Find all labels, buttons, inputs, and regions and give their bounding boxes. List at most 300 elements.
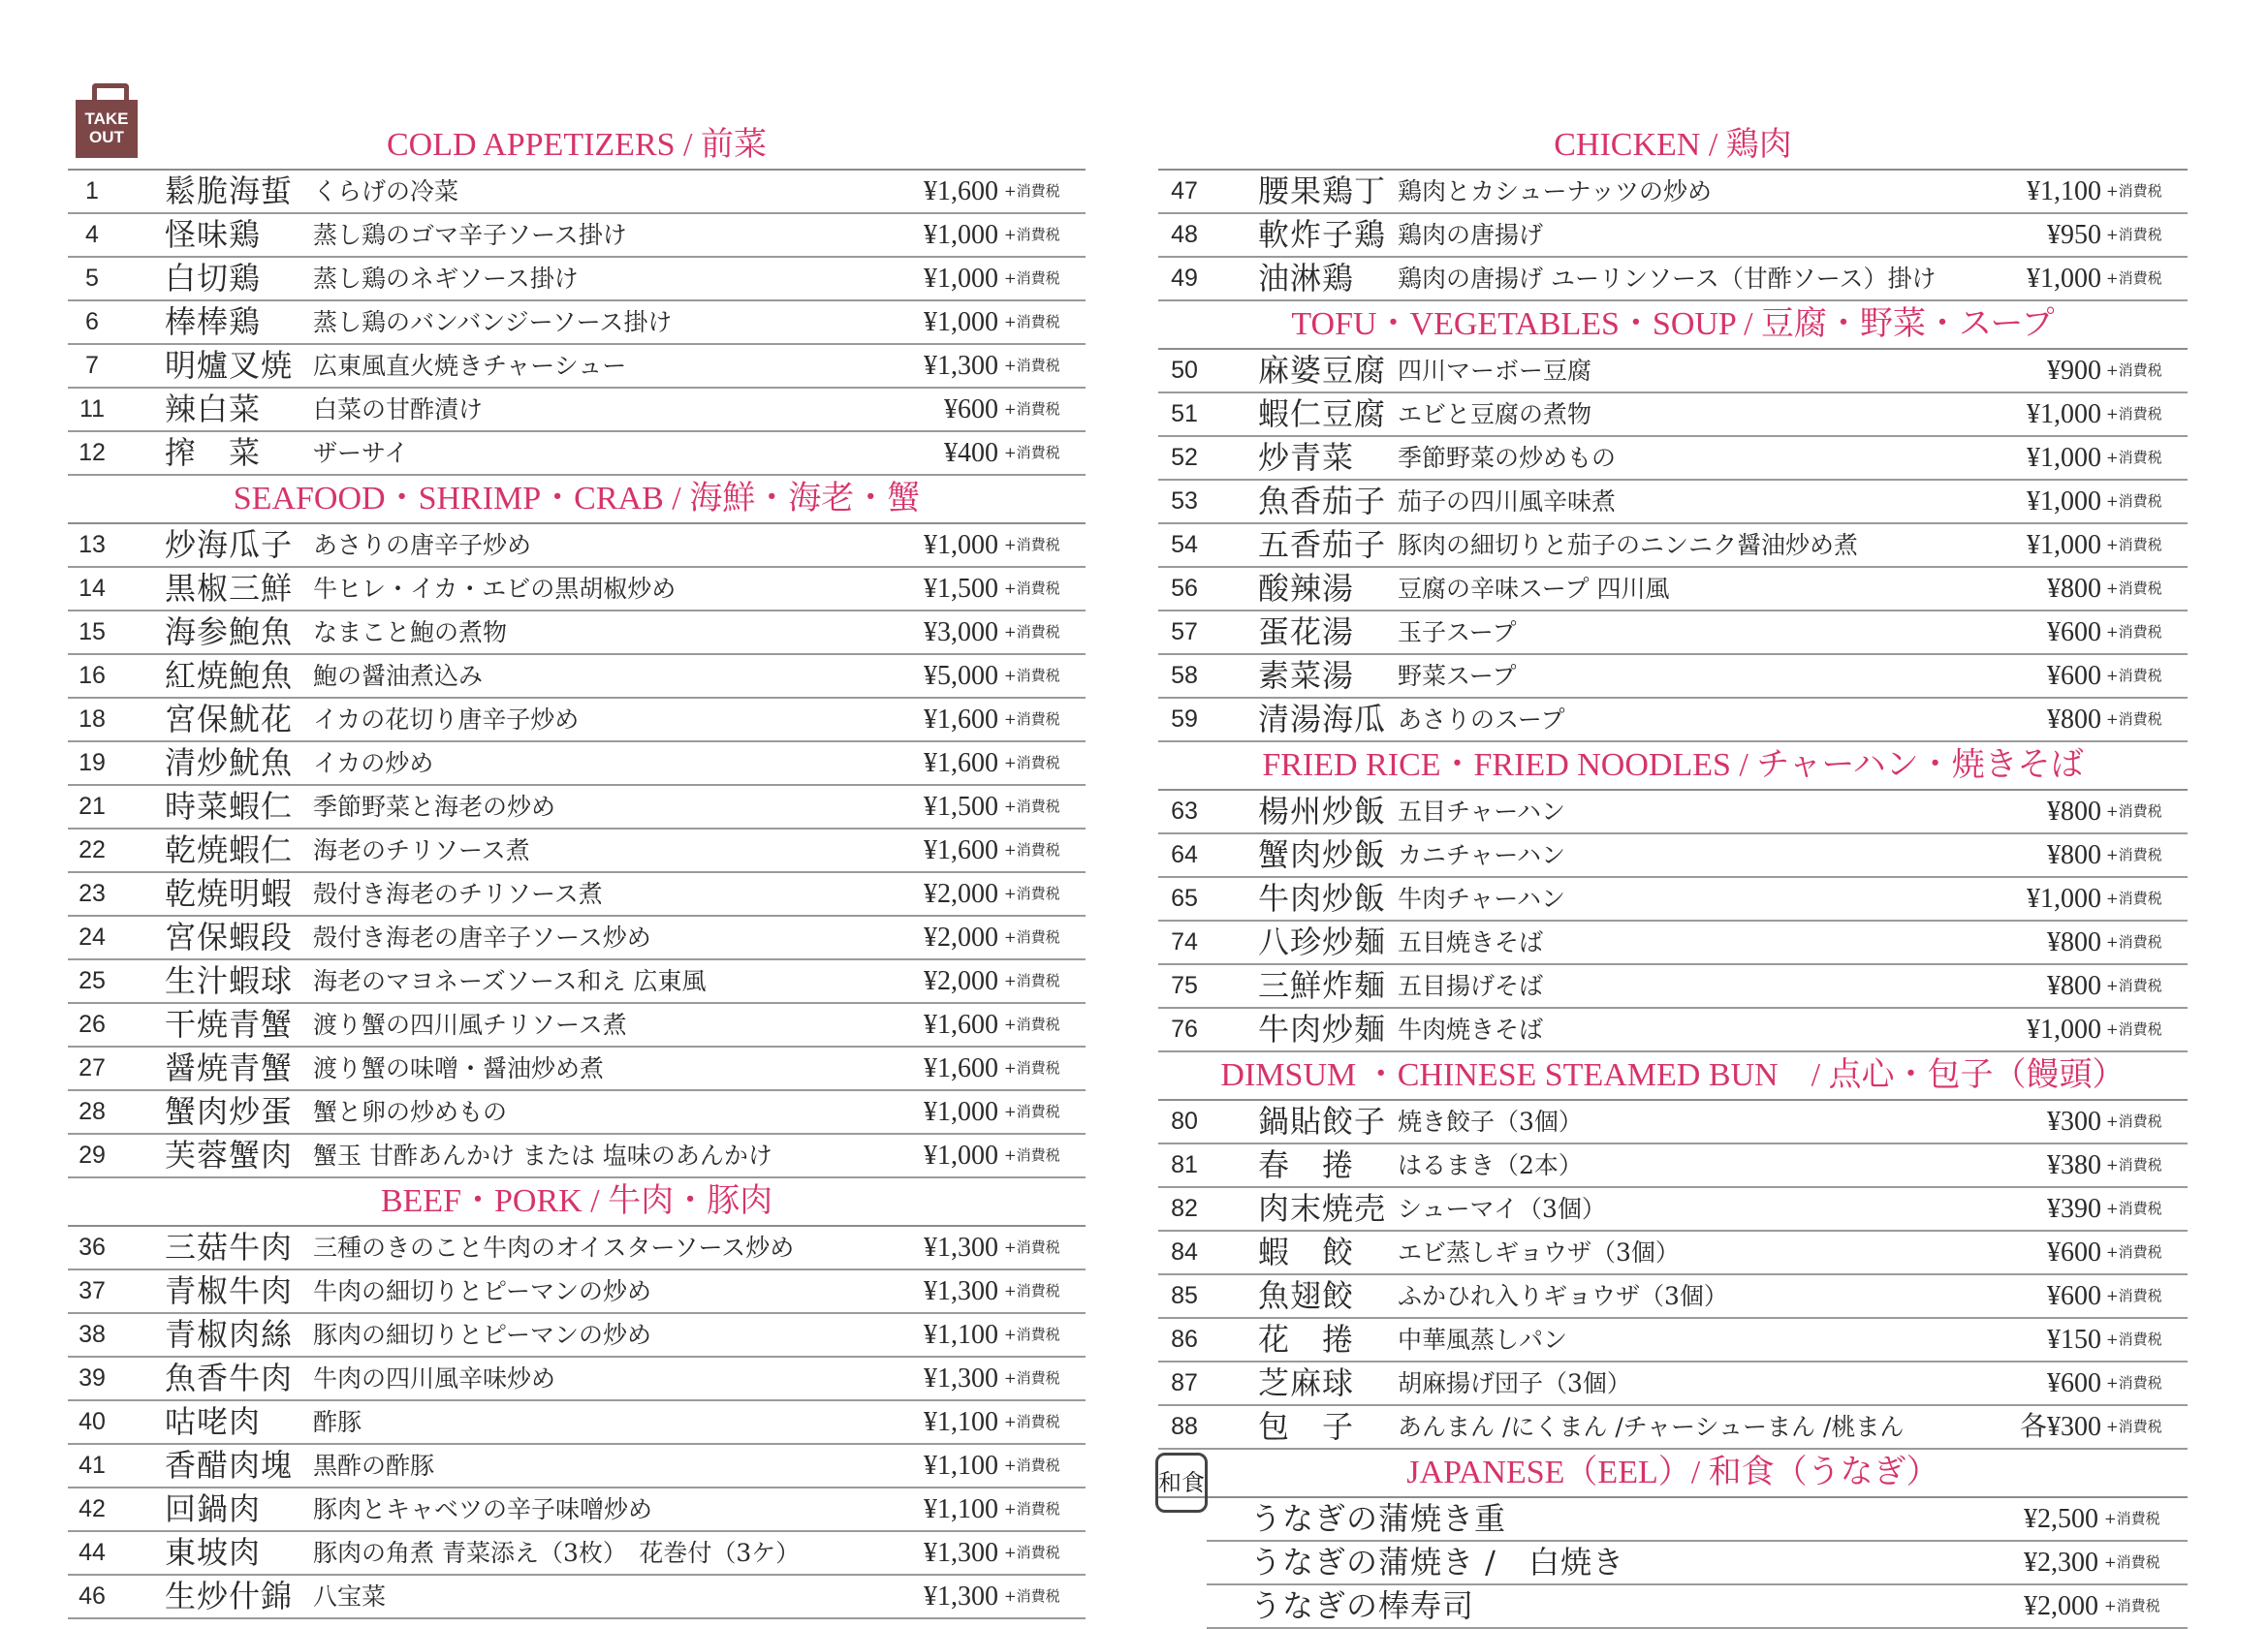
item-description: 季節野菜と海老の炒め xyxy=(313,793,556,821)
item-price: ¥2,000 xyxy=(2024,1591,2098,1621)
item-name: 香醋肉塊 xyxy=(165,1447,294,1484)
item-number: 50 xyxy=(1171,357,1198,384)
section-title: FRIED RICE・FRIED NOODLES / チャーハン・焼きそば xyxy=(1158,742,2188,791)
tax-note: +消費税 xyxy=(2106,1020,2162,1038)
section-title: BEEF・PORK / 牛肉・豚肉 xyxy=(68,1178,1086,1227)
item-number: 12 xyxy=(79,439,106,466)
tax-note: +消費税 xyxy=(1004,623,1060,641)
item-description: 牛ヒレ・イカ・エビの黒胡椒炒め xyxy=(313,575,677,603)
menu-item xyxy=(68,699,1086,742)
tax-note: +消費税 xyxy=(1004,1587,1060,1605)
item-name: 楊州炒飯 xyxy=(1258,793,1387,830)
item-description: 野菜スープ xyxy=(1398,662,1517,690)
item-number: 52 xyxy=(1171,444,1198,471)
item-description: 牛肉焼きそば xyxy=(1398,1016,1544,1044)
item-number: 38 xyxy=(79,1321,106,1348)
item-price: ¥1,300 xyxy=(924,1233,998,1263)
tax-note: +消費税 xyxy=(1004,1103,1060,1120)
item-price: ¥600 xyxy=(2047,661,2101,691)
menu-item xyxy=(68,568,1086,611)
section-title: JAPANESE（EEL）/ 和食（うなぎ） xyxy=(1158,1450,2188,1498)
tax-note: +消費税 xyxy=(2106,449,2162,466)
menu-item xyxy=(68,1532,1086,1576)
menu-item xyxy=(1158,655,2188,699)
item-name: 回鍋肉 xyxy=(165,1490,262,1527)
item-name: 蟹肉炒飯 xyxy=(1258,836,1387,873)
item-name: 蟹肉炒蛋 xyxy=(165,1093,294,1130)
tax-note: +消費税 xyxy=(2106,1156,2162,1174)
menu-item xyxy=(68,1135,1086,1178)
menu-item xyxy=(68,1004,1086,1048)
item-name: 鍋貼餃子 xyxy=(1258,1103,1387,1140)
tax-note: +消費税 xyxy=(2106,1331,2162,1348)
menu-item xyxy=(1158,791,2188,834)
tax-note: +消費税 xyxy=(1004,1326,1060,1343)
menu-item xyxy=(1158,965,2188,1009)
item-number: 14 xyxy=(79,575,106,602)
item-description: 蟹と卵の炒めもの xyxy=(313,1098,508,1126)
tax-note: +消費税 xyxy=(1004,1544,1060,1561)
item-number: 15 xyxy=(79,618,106,645)
item-description: 鮑の醤油煮込み xyxy=(313,662,484,690)
tax-note: +消費税 xyxy=(2104,1510,2160,1527)
tax-note: +消費税 xyxy=(2106,667,2162,684)
item-description: 茄子の四川風辛味煮 xyxy=(1398,487,1617,516)
menu-item xyxy=(1158,524,2188,568)
item-description: 白菜の甘酢漬け xyxy=(313,395,484,423)
item-number: 36 xyxy=(79,1234,106,1261)
item-name: 明爐叉焼 xyxy=(165,347,294,384)
tax-note: +消費税 xyxy=(1004,972,1060,989)
item-price: ¥600 xyxy=(2047,1368,2101,1398)
item-name: 蛋花湯 xyxy=(1258,613,1355,650)
item-name: 干焼青蟹 xyxy=(165,1006,294,1043)
item-number: 63 xyxy=(1171,798,1198,825)
item-name: 宮保蝦段 xyxy=(165,919,294,955)
item-description: 胡麻揚げ団子（3個） xyxy=(1398,1369,1631,1397)
tax-note: +消費税 xyxy=(1004,928,1060,946)
japanese-item-list xyxy=(1207,1498,2188,1629)
item-name: 清湯海瓜 xyxy=(1258,701,1387,737)
item-name: 乾焼蝦仁 xyxy=(165,831,294,868)
item-price: ¥1,000 xyxy=(2027,1015,2101,1045)
item-price: ¥800 xyxy=(2047,797,2101,827)
washoku-badge: 和食 xyxy=(1155,1453,1208,1513)
item-price: ¥1,000 xyxy=(924,1141,998,1171)
menu-item xyxy=(1158,1009,2188,1052)
tax-note: +消費税 xyxy=(1004,710,1060,728)
item-description: 蒸し鶏のバンバンジーソース掛け xyxy=(313,308,673,336)
menu-item xyxy=(1158,1188,2188,1232)
item-price: ¥600 xyxy=(2047,617,2101,647)
tax-note: +消費税 xyxy=(2106,846,2162,863)
menu-item xyxy=(68,1576,1086,1619)
item-description: 八宝菜 xyxy=(313,1582,387,1611)
item-description: 豆腐の辛味スープ 四川風 xyxy=(1398,575,1670,603)
item-description: 五目揚げそば xyxy=(1398,972,1544,1000)
item-name: 辣白菜 xyxy=(165,391,262,427)
item-name: 魚翅餃 xyxy=(1258,1277,1355,1314)
item-price: ¥1,300 xyxy=(924,1276,998,1306)
tax-note: +消費税 xyxy=(1004,754,1060,771)
tax-note: +消費税 xyxy=(1004,1016,1060,1033)
item-number: 51 xyxy=(1171,400,1198,427)
item-number: 29 xyxy=(79,1142,106,1169)
item-description: エビ蒸しギョウザ（3個） xyxy=(1398,1238,1680,1267)
menu-item xyxy=(1158,393,2188,437)
tax-note: +消費税 xyxy=(1004,313,1060,330)
item-name: 五香茄子 xyxy=(1258,526,1387,563)
tax-note: +消費税 xyxy=(2106,1112,2162,1130)
tax-note: +消費税 xyxy=(1004,1500,1060,1518)
item-description: イカの花切り唐辛子炒め xyxy=(313,705,580,734)
item-name: 腰果鶏丁 xyxy=(1258,172,1387,209)
item-number: 84 xyxy=(1171,1238,1198,1266)
item-description: 蟹玉 甘酢あんかけ または 塩味のあんかけ xyxy=(313,1142,772,1170)
menu-item xyxy=(68,873,1086,917)
menu-item xyxy=(68,1488,1086,1532)
takeout-line1: TAKE xyxy=(84,110,129,128)
item-name: 青椒牛肉 xyxy=(165,1272,294,1309)
tax-note: +消費税 xyxy=(2106,226,2162,243)
item-description: 広東風直火焼きチャーシュー xyxy=(313,352,627,380)
item-name: うなぎの蒲焼き重 xyxy=(1250,1500,1507,1537)
item-price: ¥1,600 xyxy=(924,1053,998,1083)
item-name: うなぎの棒寿司 xyxy=(1250,1587,1475,1624)
item-number: 7 xyxy=(85,352,99,379)
tax-note: +消費税 xyxy=(2106,1200,2162,1217)
menu-item xyxy=(68,611,1086,655)
tax-note: +消費税 xyxy=(2106,890,2162,907)
item-price: ¥1,300 xyxy=(924,1538,998,1568)
menu-item xyxy=(68,258,1086,301)
item-number: 42 xyxy=(79,1495,106,1522)
item-number: 24 xyxy=(79,924,106,951)
menu-item xyxy=(68,389,1086,432)
item-name: 乾焼明蝦 xyxy=(165,875,294,912)
tax-note: +消費税 xyxy=(1004,580,1060,597)
item-description: あさりの唐辛子炒め xyxy=(313,531,532,559)
item-name: 清炒魷魚 xyxy=(165,744,294,781)
tax-note: +消費税 xyxy=(1004,182,1060,200)
menu-item xyxy=(1158,1406,2188,1450)
menu-item xyxy=(68,917,1086,960)
tax-note: +消費税 xyxy=(1004,536,1060,553)
item-name: 搾 菜 xyxy=(165,434,262,471)
item-name: 時菜蝦仁 xyxy=(165,788,294,825)
tax-note: +消費税 xyxy=(1004,444,1060,461)
tax-note: +消費税 xyxy=(2106,623,2162,641)
item-description: 鶏肉の唐揚げ ユーリンソース（甘酢ソース）掛け xyxy=(1398,265,1937,293)
item-price: ¥1,000 xyxy=(2027,884,2101,914)
menu-item xyxy=(1207,1585,2188,1629)
tax-note: +消費税 xyxy=(2106,1287,2162,1304)
item-number: 27 xyxy=(79,1054,106,1081)
item-description: 殻付き海老のチリソース煮 xyxy=(313,880,603,908)
item-name: うなぎの蒲焼き / 白焼き xyxy=(1250,1544,1624,1581)
takeout-line2: OUT xyxy=(89,128,124,146)
tax-note: +消費税 xyxy=(2106,1374,2162,1392)
item-name: 魚香茄子 xyxy=(1258,483,1387,519)
item-number: 48 xyxy=(1171,221,1198,248)
menu-item xyxy=(1158,258,2188,301)
tax-note: +消費税 xyxy=(1004,1059,1060,1077)
item-number: 76 xyxy=(1171,1016,1198,1043)
tax-note: +消費税 xyxy=(1004,841,1060,859)
item-number: 39 xyxy=(79,1364,106,1392)
menu-item xyxy=(68,1314,1086,1358)
item-description: ザーサイ xyxy=(313,439,409,467)
item-description: 殻付き海老の唐辛子ソース炒め xyxy=(313,924,651,952)
item-price: ¥1,500 xyxy=(924,574,998,604)
item-description: 鶏肉とカシューナッツの炒め xyxy=(1398,177,1713,205)
item-description: くらげの冷菜 xyxy=(313,177,459,205)
item-name: 宮保魷花 xyxy=(165,701,294,737)
item-name: 蝦仁豆腐 xyxy=(1258,395,1387,432)
menu-item xyxy=(68,830,1086,873)
item-description: 鶏肉の唐揚げ xyxy=(1398,221,1544,249)
item-name: 包 子 xyxy=(1258,1408,1355,1445)
item-name: 紅焼鮑魚 xyxy=(165,657,294,694)
item-price: ¥1,000 xyxy=(2027,530,2101,560)
tax-note: +消費税 xyxy=(1004,226,1060,243)
tax-note: +消費税 xyxy=(1004,1282,1060,1300)
item-number: 87 xyxy=(1171,1369,1198,1396)
item-price: ¥2,000 xyxy=(924,966,998,996)
item-price: ¥390 xyxy=(2047,1194,2101,1224)
item-description: 豚肉の細切りとピーマンの炒め xyxy=(313,1321,652,1349)
item-name: 芝麻球 xyxy=(1258,1364,1355,1401)
tax-note: +消費税 xyxy=(1004,357,1060,374)
menu-item xyxy=(68,960,1086,1004)
item-description: 玉子スープ xyxy=(1398,618,1517,646)
item-number: 85 xyxy=(1171,1282,1198,1309)
item-description: 渡り蟹の四川風チリソース煮 xyxy=(313,1011,627,1039)
item-name: 麻婆豆腐 xyxy=(1258,352,1387,389)
tax-note: +消費税 xyxy=(1004,885,1060,902)
item-number: 46 xyxy=(79,1582,106,1610)
item-price: ¥800 xyxy=(2047,927,2101,957)
menu-item xyxy=(1158,171,2188,214)
item-number: 49 xyxy=(1171,265,1198,292)
item-number: 13 xyxy=(79,531,106,558)
item-number: 65 xyxy=(1171,885,1198,912)
item-description: 海老のマヨネーズソース和え 広東風 xyxy=(313,967,707,995)
item-price: ¥3,000 xyxy=(924,617,998,647)
tax-note: +消費税 xyxy=(2106,405,2162,423)
tax-note: +消費税 xyxy=(1004,1238,1060,1256)
item-price: ¥600 xyxy=(2047,1281,2101,1311)
item-number: 1 xyxy=(85,177,99,204)
item-number: 88 xyxy=(1171,1413,1198,1440)
item-price: ¥1,000 xyxy=(2027,443,2101,473)
item-description: 四川マーボー豆腐 xyxy=(1398,357,1592,385)
item-name: 油淋鶏 xyxy=(1258,260,1355,297)
item-price: ¥300 xyxy=(2047,1107,2101,1137)
item-number: 11 xyxy=(79,395,105,423)
item-price: ¥1,300 xyxy=(924,1582,998,1612)
item-number: 64 xyxy=(1171,841,1198,868)
item-price: ¥800 xyxy=(2047,971,2101,1001)
item-description: 三種のきのこと牛肉のオイスターソース炒め xyxy=(313,1234,795,1262)
item-price: ¥1,000 xyxy=(924,1097,998,1127)
item-name: 醤焼青蟹 xyxy=(165,1049,294,1086)
item-price: ¥600 xyxy=(944,394,998,424)
tax-note: +消費税 xyxy=(2106,802,2162,820)
item-description: はるまき（2本） xyxy=(1398,1151,1583,1179)
menu-item xyxy=(1207,1542,2188,1585)
menu-item xyxy=(68,786,1086,830)
item-price: ¥150 xyxy=(2047,1325,2101,1355)
item-description: なまこと鮑の煮物 xyxy=(313,618,508,646)
tax-note: +消費税 xyxy=(2106,1418,2162,1435)
item-price: ¥600 xyxy=(2047,1237,2101,1268)
menu-item xyxy=(68,1048,1086,1091)
item-price: ¥1,000 xyxy=(2027,486,2101,517)
menu-item xyxy=(68,432,1086,476)
tax-note: +消費税 xyxy=(2104,1597,2160,1614)
item-price: ¥1,000 xyxy=(924,264,998,294)
menu-item xyxy=(1158,437,2188,481)
item-price: ¥1,600 xyxy=(924,1010,998,1040)
tax-note: +消費税 xyxy=(2106,269,2162,287)
item-price: ¥1,600 xyxy=(924,835,998,865)
item-number: 6 xyxy=(85,308,99,335)
menu-item xyxy=(1158,878,2188,922)
item-price: ¥1,100 xyxy=(924,1451,998,1481)
item-name: 酸辣湯 xyxy=(1258,570,1355,607)
item-description: イカの炒め xyxy=(313,749,434,777)
tax-note: +消費税 xyxy=(1004,798,1060,815)
tax-note: +消費税 xyxy=(1004,1369,1060,1387)
item-price: ¥5,000 xyxy=(924,661,998,691)
item-price: ¥950 xyxy=(2047,220,2101,250)
tax-note: +消費税 xyxy=(1004,1413,1060,1430)
tax-note: +消費税 xyxy=(2106,710,2162,728)
menu-item xyxy=(1158,834,2188,878)
item-name: 魚香牛肉 xyxy=(165,1360,294,1396)
item-description: エビと豆腐の煮物 xyxy=(1398,400,1592,428)
item-number: 86 xyxy=(1171,1326,1198,1353)
item-number: 58 xyxy=(1171,662,1198,689)
item-description: あさりのスープ xyxy=(1398,705,1565,734)
menu-item xyxy=(68,742,1086,786)
item-price: ¥1,100 xyxy=(924,1320,998,1350)
item-number: 16 xyxy=(79,662,106,689)
menu-item xyxy=(68,1445,1086,1488)
menu-item xyxy=(68,171,1086,214)
menu-item xyxy=(68,1401,1086,1445)
item-number: 53 xyxy=(1171,487,1198,515)
item-description: 豚肉の角煮 青菜添え（3枚） 花巻付（3ケ） xyxy=(313,1539,801,1567)
item-number: 57 xyxy=(1171,618,1198,645)
menu-item xyxy=(1158,922,2188,965)
item-number: 59 xyxy=(1171,705,1198,733)
item-number: 82 xyxy=(1171,1195,1198,1222)
item-price: ¥2,000 xyxy=(924,879,998,909)
tax-note: +消費税 xyxy=(1004,1146,1060,1164)
item-price: ¥2,300 xyxy=(2024,1548,2098,1578)
menu-item xyxy=(68,301,1086,345)
menu-item xyxy=(1158,350,2188,393)
tax-note: +消費税 xyxy=(1004,667,1060,684)
item-number: 40 xyxy=(79,1408,106,1435)
menu-column-left xyxy=(68,122,1086,1619)
menu-item xyxy=(68,1091,1086,1135)
item-number: 41 xyxy=(79,1452,106,1479)
item-price: ¥1,000 xyxy=(924,307,998,337)
menu-item xyxy=(1207,1498,2188,1542)
item-description: あんまん /にくまん /チャーシューまん /桃まん xyxy=(1398,1413,1905,1441)
menu-item xyxy=(1158,1319,2188,1363)
item-description: 中華風蒸しパン xyxy=(1398,1326,1568,1354)
item-price: ¥1,100 xyxy=(924,1494,998,1524)
item-description: ふかひれ入りギョウザ（3個） xyxy=(1398,1282,1728,1310)
item-price: ¥1,000 xyxy=(924,220,998,250)
item-price: ¥1,500 xyxy=(924,792,998,822)
item-description: 豚肉とキャベツの辛子味噌炒め xyxy=(313,1495,653,1523)
item-name: 三菇牛肉 xyxy=(165,1229,294,1266)
menu-item xyxy=(1158,481,2188,524)
item-name: 牛肉炒飯 xyxy=(1258,880,1387,917)
item-price: ¥380 xyxy=(2047,1150,2101,1180)
item-number: 18 xyxy=(79,705,106,733)
item-number: 56 xyxy=(1171,575,1198,602)
item-description: 海老のチリソース煮 xyxy=(313,836,530,864)
item-price: ¥800 xyxy=(2047,574,2101,604)
menu-item xyxy=(1158,214,2188,258)
item-description: 黒酢の酢豚 xyxy=(313,1452,435,1480)
menu-item xyxy=(1158,1101,2188,1144)
menu-item xyxy=(68,1227,1086,1270)
item-description: 牛肉チャーハン xyxy=(1398,885,1566,913)
item-price: ¥1,100 xyxy=(2027,176,2101,206)
item-name: 花 捲 xyxy=(1258,1321,1355,1358)
menu-item xyxy=(1158,568,2188,611)
tax-note: +消費税 xyxy=(1004,1457,1060,1474)
menu-item xyxy=(68,345,1086,389)
item-number: 81 xyxy=(1171,1151,1198,1178)
item-name: 鬆脆海蜇 xyxy=(165,172,294,209)
item-number: 5 xyxy=(85,265,99,292)
item-name: 蝦 餃 xyxy=(1258,1234,1355,1270)
menu-item xyxy=(68,214,1086,258)
item-price: ¥1,600 xyxy=(924,705,998,735)
tax-note: +消費税 xyxy=(2106,361,2162,379)
item-name: 春 捲 xyxy=(1258,1146,1355,1183)
item-name: 三鮮炸麺 xyxy=(1258,967,1387,1004)
tax-note: +消費税 xyxy=(1004,269,1060,287)
item-name: 肉末焼売 xyxy=(1258,1190,1387,1227)
item-description: 五目チャーハン xyxy=(1398,798,1566,826)
item-name: 軟炸子鶏 xyxy=(1258,216,1387,253)
item-price: ¥2,000 xyxy=(924,923,998,953)
item-name: 芙蓉蟹肉 xyxy=(165,1137,294,1174)
item-price: ¥800 xyxy=(2047,840,2101,870)
item-number: 25 xyxy=(79,967,106,994)
item-price: ¥1,600 xyxy=(924,748,998,778)
item-number: 74 xyxy=(1171,928,1198,955)
item-number: 4 xyxy=(85,221,99,248)
item-description: 牛肉の四川風辛味炒め xyxy=(313,1364,556,1393)
item-number: 23 xyxy=(79,880,106,907)
section-title: CHICKEN / 鶏肉 xyxy=(1158,122,2188,171)
item-description: 五目焼きそば xyxy=(1398,928,1544,956)
menu-item xyxy=(1158,611,2188,655)
item-name: 八珍炒麺 xyxy=(1258,924,1387,960)
menu-item xyxy=(1158,1275,2188,1319)
tax-note: +消費税 xyxy=(2106,1243,2162,1261)
